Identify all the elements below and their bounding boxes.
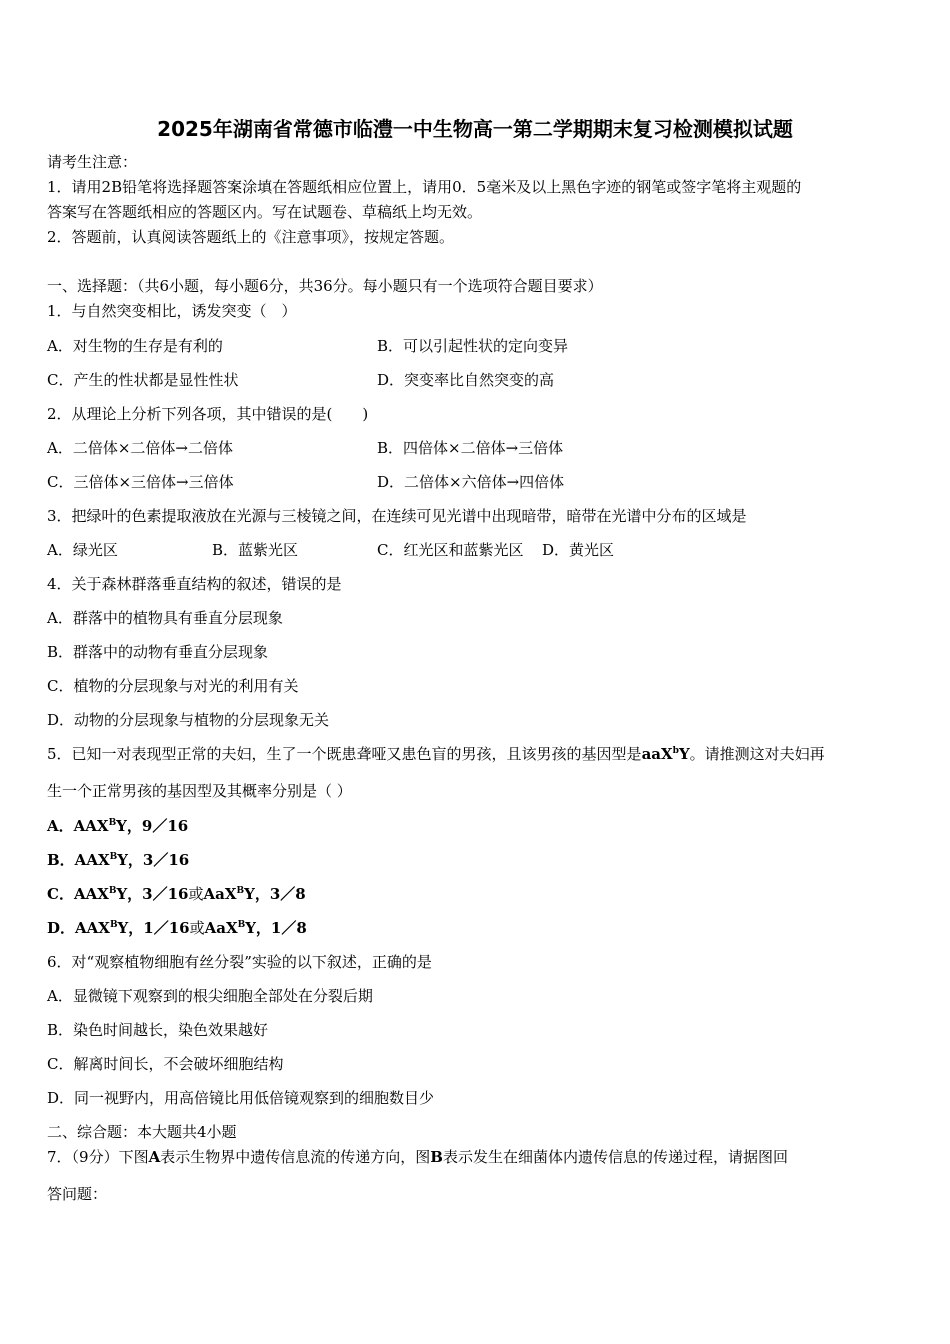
question-1: 1．与自然突变相比，诱发突变（ ） bbox=[47, 302, 297, 320]
q3-option-a: A．绿光区 bbox=[47, 541, 118, 559]
section-1-heading: 一、选择题：（共6小题，每小题6分，共36分。每小题只有一个选项符合题目要求） bbox=[47, 277, 603, 295]
q1-option-b: B．可以引起性状的定向变异 bbox=[377, 337, 569, 355]
question-7-line-1: 7．（9分）下图A表示生物界中遗传信息流的传递方向，图B表示发生在细菌体内遗传信息的传递过程，请据图回 bbox=[47, 1148, 788, 1166]
q1-option-c: C．产生的性状都是显性性状 bbox=[47, 371, 239, 389]
q2-option-b: B．四倍体×二倍体→三倍体 bbox=[377, 439, 564, 457]
question-5-line-2: 生一个正常男孩的基因型及其概率分别是（ ） bbox=[47, 782, 352, 800]
q6-option-d: D．同一视野内，用高倍镜比用低倍镜观察到的细胞数目少 bbox=[47, 1089, 435, 1107]
question-3: 3．把绿叶的色素提取液放在光源与三棱镜之间，在连续可见光谱中出现暗带，暗带在光谱中分布的区域是 bbox=[47, 507, 747, 525]
question-6: 6．对“观察植物细胞有丝分裂”实验的以下叙述，正确的是 bbox=[47, 953, 432, 971]
q3-option-d: D．黄光区 bbox=[542, 541, 615, 559]
q5-option-b: B．$AAX^BY$，3／16 bbox=[47, 851, 190, 869]
q5-option-c: C．$AAX^BY$，3／16或AaX$^B$Y，3／8 bbox=[47, 885, 306, 903]
q2-option-d: D．二倍体×六倍体→四倍体 bbox=[377, 473, 565, 491]
q1-option-a: A．对生物的生存是有利的 bbox=[47, 337, 223, 355]
q4-option-c: C．植物的分层现象与对光的利用有关 bbox=[47, 677, 299, 695]
page-title: 2025年湖南省常德市临澧一中生物高一第二学期期末复习检测模拟试题 bbox=[157, 117, 793, 141]
q6-option-c: C．解离时间长，不会破坏细胞结构 bbox=[47, 1055, 284, 1073]
q5-genotype-aa: aaX bbox=[641, 745, 673, 763]
q6-option-a: A．显微镜下观察到的根尖细胞全部处在分裂后期 bbox=[47, 987, 373, 1005]
q6-option-b: B．染色时间越长，染色效果越好 bbox=[47, 1021, 269, 1039]
section-2-heading: 二、综合题：本大题共4小题 bbox=[47, 1123, 237, 1141]
q5-stem-part-1: 5．已知一对表现型正常的夫妇，生了一个既患聋哑又患色盲的男孩，且该男孩的基因型是 bbox=[47, 745, 642, 763]
q5-genotype-sup: b bbox=[672, 746, 679, 756]
q4-option-a: A．群落中的植物具有垂直分层现象 bbox=[47, 609, 283, 627]
q3-option-b: B．蓝紫光区 bbox=[212, 541, 299, 559]
question-5-line-1 bbox=[47, 744, 825, 764]
q2-option-c: C．三倍体×三倍体→三倍体 bbox=[47, 473, 234, 491]
q2-option-a: A．二倍体×二倍体→二倍体 bbox=[47, 439, 233, 457]
q1-option-d: D．突变率比自然突变的高 bbox=[377, 371, 555, 389]
q4-option-b: B．群落中的动物有垂直分层现象 bbox=[47, 643, 269, 661]
q5-option-a: A．$AAX^BY$，9／16 bbox=[47, 817, 189, 835]
q5-option-d: D．$AAX^BY$，1／16或AaX$^B$Y，1／8 bbox=[47, 919, 307, 937]
q5-genotype-y: Y bbox=[678, 745, 690, 763]
notice-line-2: 2．答题前，认真阅读答题纸上的《注意事项》，按规定答题。 bbox=[47, 228, 455, 246]
question-2: 2．从理论上分析下列各项，其中错误的是( ) bbox=[47, 405, 369, 423]
notice-line-1b: 答案写在答题纸相应的答题区内。写在试题卷、草稿纸上均无效。 bbox=[47, 203, 483, 221]
q5-stem-part-2: 。请推测这对夫妇再 bbox=[689, 745, 825, 763]
notice-line-1a: 1．请用2B铅笔将选择题答案涂填在答题纸相应位置上，请用0．5毫米及以上黑色字迹的钢笔或签字笔将主观题的 bbox=[47, 178, 802, 196]
notice-heading: 请考生注意： bbox=[47, 153, 138, 171]
q4-option-d: D．动物的分层现象与植物的分层现象无关 bbox=[47, 711, 330, 729]
question-4: 4．关于森林群落垂直结构的叙述，错误的是 bbox=[47, 575, 342, 593]
q3-option-c: C．红光区和蓝紫光区 bbox=[377, 541, 524, 559]
question-7-line-2: 答问题： bbox=[47, 1185, 108, 1203]
